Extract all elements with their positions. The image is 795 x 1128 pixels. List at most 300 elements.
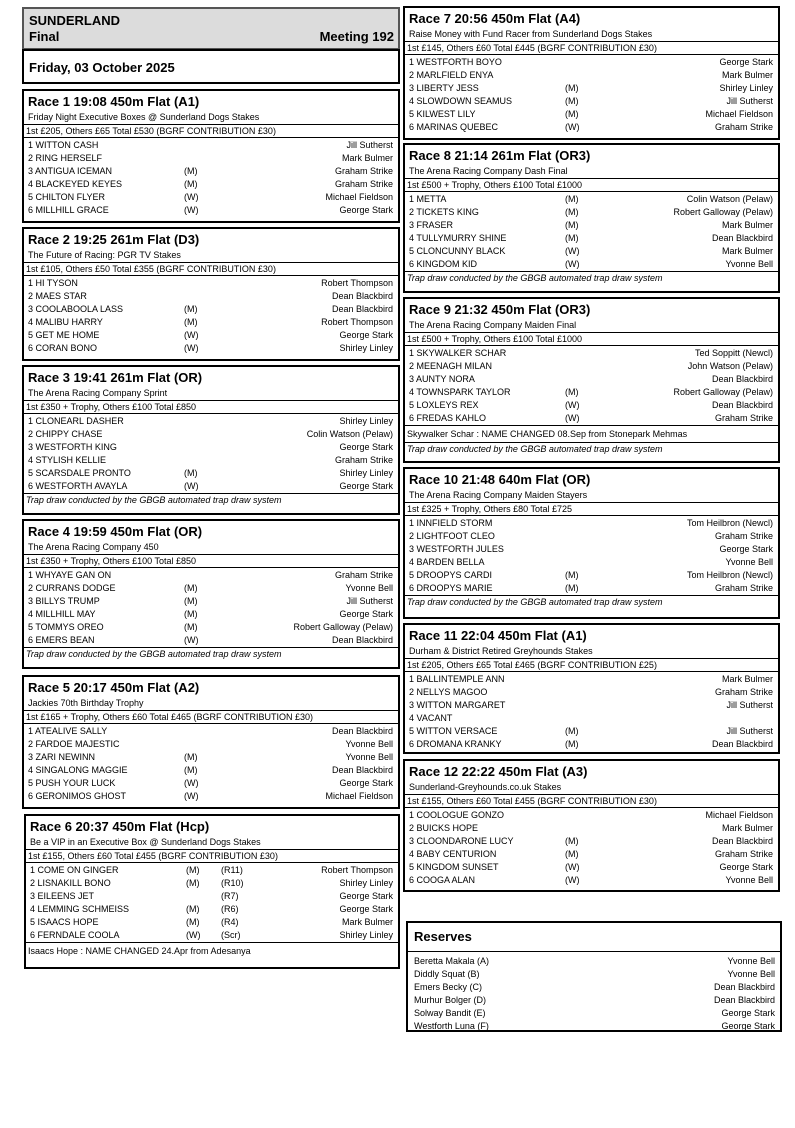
race-sponsor: The Arena Racing Company Maiden Final [409, 320, 577, 330]
runner-name: 2 LISNAKILL BONO [30, 878, 111, 888]
runner-sex: (M) [184, 609, 198, 619]
runner-trainer: Yvonne Bell [725, 875, 773, 885]
runner-sex: (M) [184, 622, 198, 632]
race-card [22, 89, 400, 223]
runner-seed: (R10) [221, 878, 244, 888]
runner-sex: (M) [565, 96, 579, 106]
runner-row [405, 206, 778, 219]
runner-name: 5 PUSH YOUR LUCK [28, 778, 116, 788]
runner-trainer: Robert Thompson [321, 278, 393, 288]
race-card [403, 6, 780, 140]
runner-list [405, 55, 778, 134]
runner-row [405, 386, 778, 399]
runner-row [24, 342, 398, 355]
runner-seed: (R11) [221, 865, 243, 875]
runner-row [405, 738, 778, 751]
race-prize: 1st £105, Others £50 Total £355 (BGRF CONTRIBUTION £30) [24, 262, 398, 276]
runner-row [24, 277, 398, 290]
trap-draw-note: Trap draw conducted by the GBGB automated trap draw system [24, 493, 398, 507]
runner-trainer: Michael Fieldson [325, 791, 393, 801]
runner-name: 2 FARDOE MAJESTIC [28, 739, 120, 749]
race-title: Race 6 20:37 450m Flat (Hcp) [30, 819, 210, 834]
runner-sex: (M) [565, 194, 579, 204]
runner-trainer: George Stark [719, 57, 773, 67]
reserve-row [408, 968, 780, 981]
runner-row [24, 139, 398, 152]
runner-trainer: Graham Strike [714, 122, 773, 132]
runner-trainer: Graham Strike [334, 179, 393, 189]
race-sponsor: The Future of Racing: PGR TV Stakes [28, 250, 181, 260]
runner-name: 4 VACANT [409, 713, 453, 723]
runner-list [405, 346, 778, 425]
runner-name: 3 ZARI NEWINN [28, 752, 96, 762]
runner-trainer: Robert Galloway (Pelaw) [673, 207, 773, 217]
runner-row [405, 569, 778, 582]
race-note: Isaacs Hope : NAME CHANGED 24.Apr from Adesanya [26, 942, 398, 959]
race-title: Race 10 21:48 640m Flat (OR) [409, 472, 591, 487]
runner-row [24, 764, 398, 777]
runner-trainer: Robert Galloway (Pelaw) [293, 622, 393, 632]
race-prize: 1st £205, Others £65 Total £530 (BGRF CONTRIBUTION £30) [24, 124, 398, 138]
runner-trainer: Mark Bulmer [721, 70, 773, 80]
runner-name: 6 FREDAS KAHLO [409, 413, 487, 423]
runner-row [24, 595, 398, 608]
runner-trainer: Jill Sutherst [726, 96, 773, 106]
reserve-trainer: Dean Blackbird [713, 995, 775, 1005]
reserve-name: Murhur Bolger (D) [414, 995, 487, 1005]
runner-trainer: Shirley Linley [339, 416, 393, 426]
runner-trainer: Mark Bulmer [721, 823, 773, 833]
reserve-trainer: Yvonne Bell [727, 969, 775, 979]
runner-sex: (M) [565, 387, 579, 397]
runner-seed: (R7) [221, 891, 239, 901]
runner-name: 2 CHIPPY CHASE [28, 429, 103, 439]
runner-sex: (W) [184, 778, 199, 788]
race-card [403, 297, 780, 463]
runner-name: 1 COME ON GINGER [30, 865, 119, 875]
runner-row [24, 290, 398, 303]
runner-trainer: Shirley Linley [339, 878, 393, 888]
race-sponsor: Durham & District Retired Greyhounds Stakes [409, 646, 593, 656]
race-sponsor: Be a VIP in an Executive Box @ Sunderland Dogs Stakes [30, 837, 261, 847]
reserve-name: Diddly Squat (B) [414, 969, 480, 979]
race-card [403, 623, 780, 754]
runner-name: 6 CORAN BONO [28, 343, 98, 353]
race-prize: 1st £145, Others £60 Total £445 (BGRF CONTRIBUTION £30) [405, 41, 778, 55]
race-sponsor: The Arena Racing Company Dash Final [409, 166, 568, 176]
runner-name: 1 SKYWALKER SCHAR [409, 348, 507, 358]
race-title: Race 2 19:25 261m Flat (D3) [28, 232, 200, 247]
race-card [22, 227, 400, 361]
race-note: Skywalker Schar : NAME CHANGED 08.Sep from Stonepark Mehmas [405, 425, 778, 442]
race-title: Race 4 19:59 450m Flat (OR) [28, 524, 203, 539]
runner-sex: (M) [184, 765, 198, 775]
runner-sex: (M) [184, 166, 198, 176]
runner-trainer: Dean Blackbird [711, 400, 773, 410]
runner-row [405, 673, 778, 686]
reserve-name: Beretta Makala (A) [414, 956, 490, 966]
runner-trainer: Yvonne Bell [345, 583, 393, 593]
runner-seed: (R4) [221, 917, 239, 927]
runner-row [24, 569, 398, 582]
runner-sex: (W) [184, 481, 199, 491]
runner-trainer: Dean Blackbird [711, 739, 773, 749]
runner-trainer: George Stark [339, 609, 393, 619]
reserve-name: Emers Becky (C) [414, 982, 483, 992]
runner-row [405, 399, 778, 412]
runner-name: 2 CURRANS DODGE [28, 583, 116, 593]
runner-trainer: Mark Bulmer [341, 917, 393, 927]
race-prize: 1st £350 + Trophy, Others £100 Total £850 [24, 554, 398, 568]
runner-sex: (M) [184, 468, 198, 478]
runner-sex: (M) [565, 220, 579, 230]
runner-sex: (W) [565, 259, 580, 269]
runner-name: 3 WESTFORTH KING [28, 442, 117, 452]
runner-row [26, 929, 398, 942]
runner-row [405, 861, 778, 874]
runner-name: 6 MARINAS QUEBEC [409, 122, 499, 132]
runner-row [24, 303, 398, 316]
runner-name: 1 COOLOGUE GONZO [409, 810, 505, 820]
runner-sex: (W) [565, 246, 580, 256]
runner-name: 4 BLACKEYED KEYES [28, 179, 123, 189]
race-prize: 1st £155, Others £60 Total £455 (BGRF CONTRIBUTION £30) [26, 849, 398, 863]
trap-draw-note: Trap draw conducted by the GBGB automated trap draw system [24, 647, 398, 661]
runner-sex: (W) [565, 400, 580, 410]
runner-row [405, 809, 778, 822]
runner-sex: (W) [184, 192, 199, 202]
runner-row [24, 415, 398, 428]
runner-sex: (M) [184, 752, 198, 762]
runner-name: 1 HI TYSON [28, 278, 78, 288]
runner-sex: (M) [184, 179, 198, 189]
runner-trainer: Mark Bulmer [721, 220, 773, 230]
runner-row [405, 245, 778, 258]
runner-row [405, 82, 778, 95]
runner-name: 1 BALLINTEMPLE ANN [409, 674, 505, 684]
runner-trainer: Jill Sutherst [726, 726, 773, 736]
runner-row [24, 204, 398, 217]
runner-sex: (W) [565, 875, 580, 885]
runner-row [405, 56, 778, 69]
runner-name: 4 SINGALONG MAGGIE [28, 765, 128, 775]
race-prize: 1st £155, Others £60 Total £455 (BGRF CONTRIBUTION £30) [405, 794, 778, 808]
trap-draw-note: Trap draw conducted by the GBGB automated trap draw system [405, 595, 778, 609]
reserve-row [408, 981, 780, 994]
runner-trainer: Dean Blackbird [331, 765, 393, 775]
runner-name: 1 WESTFORTH BOYO [409, 57, 502, 67]
runner-trainer: Graham Strike [714, 413, 773, 423]
reserves-list [408, 952, 780, 1033]
race-prize: 1st £165 + Trophy, Others £60 Total £465 (BGRF CONTRIBUTION £30) [24, 710, 398, 724]
runner-row [24, 738, 398, 751]
runner-sex: (M) [186, 878, 200, 888]
runner-sex: (M) [565, 83, 579, 93]
race-title: Race 7 20:56 450m Flat (A4) [409, 11, 581, 26]
runner-row [24, 582, 398, 595]
runner-list [24, 568, 398, 647]
runner-trainer: Graham Strike [714, 687, 773, 697]
runner-trainer: Dean Blackbird [331, 635, 393, 645]
runner-trainer: Yvonne Bell [725, 259, 773, 269]
runner-sex: (M) [186, 917, 200, 927]
runner-row [405, 835, 778, 848]
runner-row [405, 822, 778, 835]
race-prize: 1st £350 + Trophy, Others £100 Total £850 [24, 400, 398, 414]
race-title: Race 12 22:22 450m Flat (A3) [409, 764, 588, 779]
runner-name: 5 SCARSDALE PRONTO [28, 468, 131, 478]
race-prize: 1st £500 + Trophy, Others £100 Total £1000 [405, 178, 778, 192]
runner-sex: (M) [565, 836, 579, 846]
runner-name: 6 GERONIMOS GHOST [28, 791, 127, 801]
runner-trainer: Shirley Linley [719, 83, 773, 93]
runner-sex: (M) [186, 904, 200, 914]
runner-name: 5 DROOPYS CARDI [409, 570, 493, 580]
runner-trainer: Yvonne Bell [725, 557, 773, 567]
runner-trainer: Dean Blackbird [331, 291, 393, 301]
runner-sex: (W) [184, 791, 199, 801]
runner-name: 5 TOMMYS OREO [28, 622, 104, 632]
runner-row [405, 543, 778, 556]
race-card [403, 759, 780, 892]
runner-name: 4 TOWNSPARK TAYLOR [409, 387, 511, 397]
runner-name: 2 NELLYS MAGOO [409, 687, 488, 697]
runner-name: 3 EILEENS JET [30, 891, 95, 901]
runner-trainer: Robert Thompson [321, 317, 393, 327]
runner-sex: (M) [565, 570, 579, 580]
runner-row [405, 848, 778, 861]
runner-name: 6 DROMANA KRANKY [409, 739, 502, 749]
runner-name: 1 WHYAYE GAN ON [28, 570, 112, 580]
race-sponsor: The Arena Racing Company Maiden Stayers [409, 490, 588, 500]
race-title: Race 8 21:14 261m Flat (OR3) [409, 148, 591, 163]
runner-trainer: George Stark [339, 778, 393, 788]
runner-name: 4 BARDEN BELLA [409, 557, 485, 567]
runner-row [405, 193, 778, 206]
runner-sex: (M) [186, 865, 200, 875]
race-sponsor: The Arena Racing Company Sprint [28, 388, 168, 398]
runner-sex: (M) [565, 726, 579, 736]
runner-trainer: Mark Bulmer [721, 246, 773, 256]
runner-row [24, 480, 398, 493]
runner-row [405, 219, 778, 232]
runner-name: 2 MARLFIELD ENYA [409, 70, 494, 80]
runner-row [405, 258, 778, 271]
runner-name: 2 MEENAGH MILAN [409, 361, 493, 371]
runner-name: 4 BABY CENTURION [409, 849, 497, 859]
race-title: Race 1 19:08 450m Flat (A1) [28, 94, 200, 109]
runner-sex: (M) [184, 304, 198, 314]
runner-trainer: Graham Strike [334, 455, 393, 465]
runner-trainer: Yvonne Bell [345, 739, 393, 749]
runner-list [24, 138, 398, 217]
runner-trainer: George Stark [719, 862, 773, 872]
runner-trainer: John Watson (Pelaw) [687, 361, 773, 371]
runner-trainer: Tom Heilbron (Newcl) [686, 570, 773, 580]
runner-row [405, 699, 778, 712]
trap-draw-note: Trap draw conducted by the GBGB automated trap draw system [405, 271, 778, 285]
runner-name: 5 CHILTON FLYER [28, 192, 106, 202]
runner-name: 2 MAES STAR [28, 291, 87, 301]
runner-trainer: Ted Soppitt (Newcl) [694, 348, 773, 358]
runner-trainer: Robert Thompson [321, 865, 393, 875]
meeting-date-box [22, 49, 400, 84]
runner-sex: (M) [184, 596, 198, 606]
runner-trainer: George Stark [339, 904, 393, 914]
runner-trainer: Jill Sutherst [726, 700, 773, 710]
runner-name: 3 LIBERTY JESS [409, 83, 479, 93]
runner-trainer: Robert Galloway (Pelaw) [673, 387, 773, 397]
runner-row [26, 877, 398, 890]
runner-name: 5 CLONCUNNY BLACK [409, 246, 506, 256]
runner-name: 6 FERNDALE COOLA [30, 930, 120, 940]
runner-row [24, 316, 398, 329]
runner-name: 2 LIGHTFOOT CLEO [409, 531, 495, 541]
runner-row [24, 178, 398, 191]
race-card [22, 519, 400, 669]
runner-row [405, 725, 778, 738]
runner-name: 4 LEMMING SCHMEISS [30, 904, 130, 914]
runner-name: 6 MILLHILL GRACE [28, 205, 109, 215]
runner-seed: (Scr) [221, 930, 241, 940]
runner-list [24, 276, 398, 355]
runner-name: 5 GET ME HOME [28, 330, 100, 340]
runner-row [24, 165, 398, 178]
runner-name: 3 AUNTY NORA [409, 374, 475, 384]
runner-name: 3 COOLABOOLA LASS [28, 304, 124, 314]
reserve-name: Westforth Luna (F) [414, 1021, 489, 1031]
stage-label: Final [29, 29, 60, 44]
runner-trainer: George Stark [339, 891, 393, 901]
runner-row [405, 412, 778, 425]
runner-row [405, 530, 778, 543]
runner-row [26, 864, 398, 877]
runner-name: 5 KILWEST LILY [409, 109, 476, 119]
reserve-trainer: George Stark [721, 1021, 775, 1031]
runner-name: 3 FRASER [409, 220, 454, 230]
runner-trainer: Jill Sutherst [346, 596, 393, 606]
runner-list [405, 192, 778, 271]
runner-row [26, 916, 398, 929]
runner-row [26, 903, 398, 916]
track-title [29, 13, 120, 45]
runner-name: 1 ATEALIVE SALLY [28, 726, 108, 736]
runner-name: 4 MALIBU HARRY [28, 317, 103, 327]
runner-sex: (W) [184, 330, 199, 340]
runner-list [405, 672, 778, 751]
runner-name: 1 METTA [409, 194, 447, 204]
runner-sex: (W) [565, 862, 580, 872]
runner-sex: (M) [565, 109, 579, 119]
runner-trainer: Graham Strike [714, 531, 773, 541]
runner-row [405, 874, 778, 887]
race-card [22, 675, 400, 809]
runner-trainer: Graham Strike [714, 583, 773, 593]
runner-trainer: Mark Bulmer [341, 153, 393, 163]
runner-trainer: Dean Blackbird [331, 304, 393, 314]
runner-name: 3 CLOONDARONE LUCY [409, 836, 514, 846]
runner-row [405, 232, 778, 245]
runner-sex: (W) [184, 635, 199, 645]
meeting-date: Friday, 03 October 2025 [29, 60, 175, 75]
runner-row [24, 329, 398, 342]
runner-name: 6 DROOPYS MARIE [409, 583, 493, 593]
runner-name: 4 SLOWDOWN SEAMUS [409, 96, 513, 106]
runner-name: 4 STYLISH KELLIE [28, 455, 107, 465]
runner-row [24, 634, 398, 647]
runner-name: 5 KINGDOM SUNSET [409, 862, 499, 872]
runner-trainer: Tom Heilbron (Newcl) [686, 518, 773, 528]
runner-list [26, 863, 398, 942]
runner-sex: (W) [184, 343, 199, 353]
meeting-number: Meeting 192 [319, 29, 394, 44]
runner-row [405, 712, 778, 725]
runner-trainer: George Stark [339, 330, 393, 340]
runner-row [405, 360, 778, 373]
reserve-row [408, 1007, 780, 1020]
runner-trainer: Shirley Linley [339, 343, 393, 353]
runner-sex: (W) [184, 205, 199, 215]
reserve-trainer: Dean Blackbird [713, 982, 775, 992]
race-sponsor: Jackies 70th Birthday Trophy [28, 698, 144, 708]
runner-trainer: Graham Strike [714, 849, 773, 859]
runner-sex: (M) [565, 849, 579, 859]
reserve-trainer: George Stark [721, 1008, 775, 1018]
runner-name: 6 KINGDOM KID [409, 259, 478, 269]
runner-row [405, 582, 778, 595]
reserve-name: Solway Bandit (E) [414, 1008, 486, 1018]
runner-trainer: Michael Fieldson [325, 192, 393, 202]
runner-name: 1 WITTON CASH [28, 140, 99, 150]
runner-list [24, 414, 398, 493]
runner-name: 2 BUICKS HOPE [409, 823, 479, 833]
runner-name: 3 BILLYS TRUMP [28, 596, 100, 606]
runner-row [405, 517, 778, 530]
runner-row [24, 621, 398, 634]
runner-trainer: George Stark [339, 442, 393, 452]
runner-trainer: Shirley Linley [339, 468, 393, 478]
runner-row [405, 69, 778, 82]
runner-row [24, 467, 398, 480]
meeting-header [22, 7, 400, 50]
runner-row [405, 95, 778, 108]
runner-name: 3 WESTFORTH JULES [409, 544, 504, 554]
runner-trainer: Jill Sutherst [346, 140, 393, 150]
runner-name: 3 ANTIGUA ICEMAN [28, 166, 113, 176]
runner-sex: (M) [565, 739, 579, 749]
race-sponsor: Raise Money with Fund Racer from Sunderland Dogs Stakes [409, 29, 653, 39]
runner-name: 6 WESTFORTH AVAYLA [28, 481, 128, 491]
runner-row [405, 373, 778, 386]
runner-trainer: Michael Fieldson [705, 810, 773, 820]
reserve-trainer: Yvonne Bell [727, 956, 775, 966]
runner-name: 4 MILLHILL MAY [28, 609, 96, 619]
runner-row [24, 152, 398, 165]
reserve-row [408, 994, 780, 1007]
runner-name: 3 WITTON MARGARET [409, 700, 506, 710]
runner-trainer: Michael Fieldson [705, 109, 773, 119]
runner-row [24, 751, 398, 764]
runner-list [405, 516, 778, 595]
race-prize: 1st £205, Others £65 Total £465 (BGRF CONTRIBUTION £25) [405, 658, 778, 672]
runner-sex: (M) [565, 583, 579, 593]
runner-row [405, 556, 778, 569]
runner-row [405, 108, 778, 121]
runner-trainer: George Stark [719, 544, 773, 554]
runner-name: 5 WITTON VERSACE [409, 726, 498, 736]
runner-row [405, 121, 778, 134]
race-card [24, 814, 400, 969]
